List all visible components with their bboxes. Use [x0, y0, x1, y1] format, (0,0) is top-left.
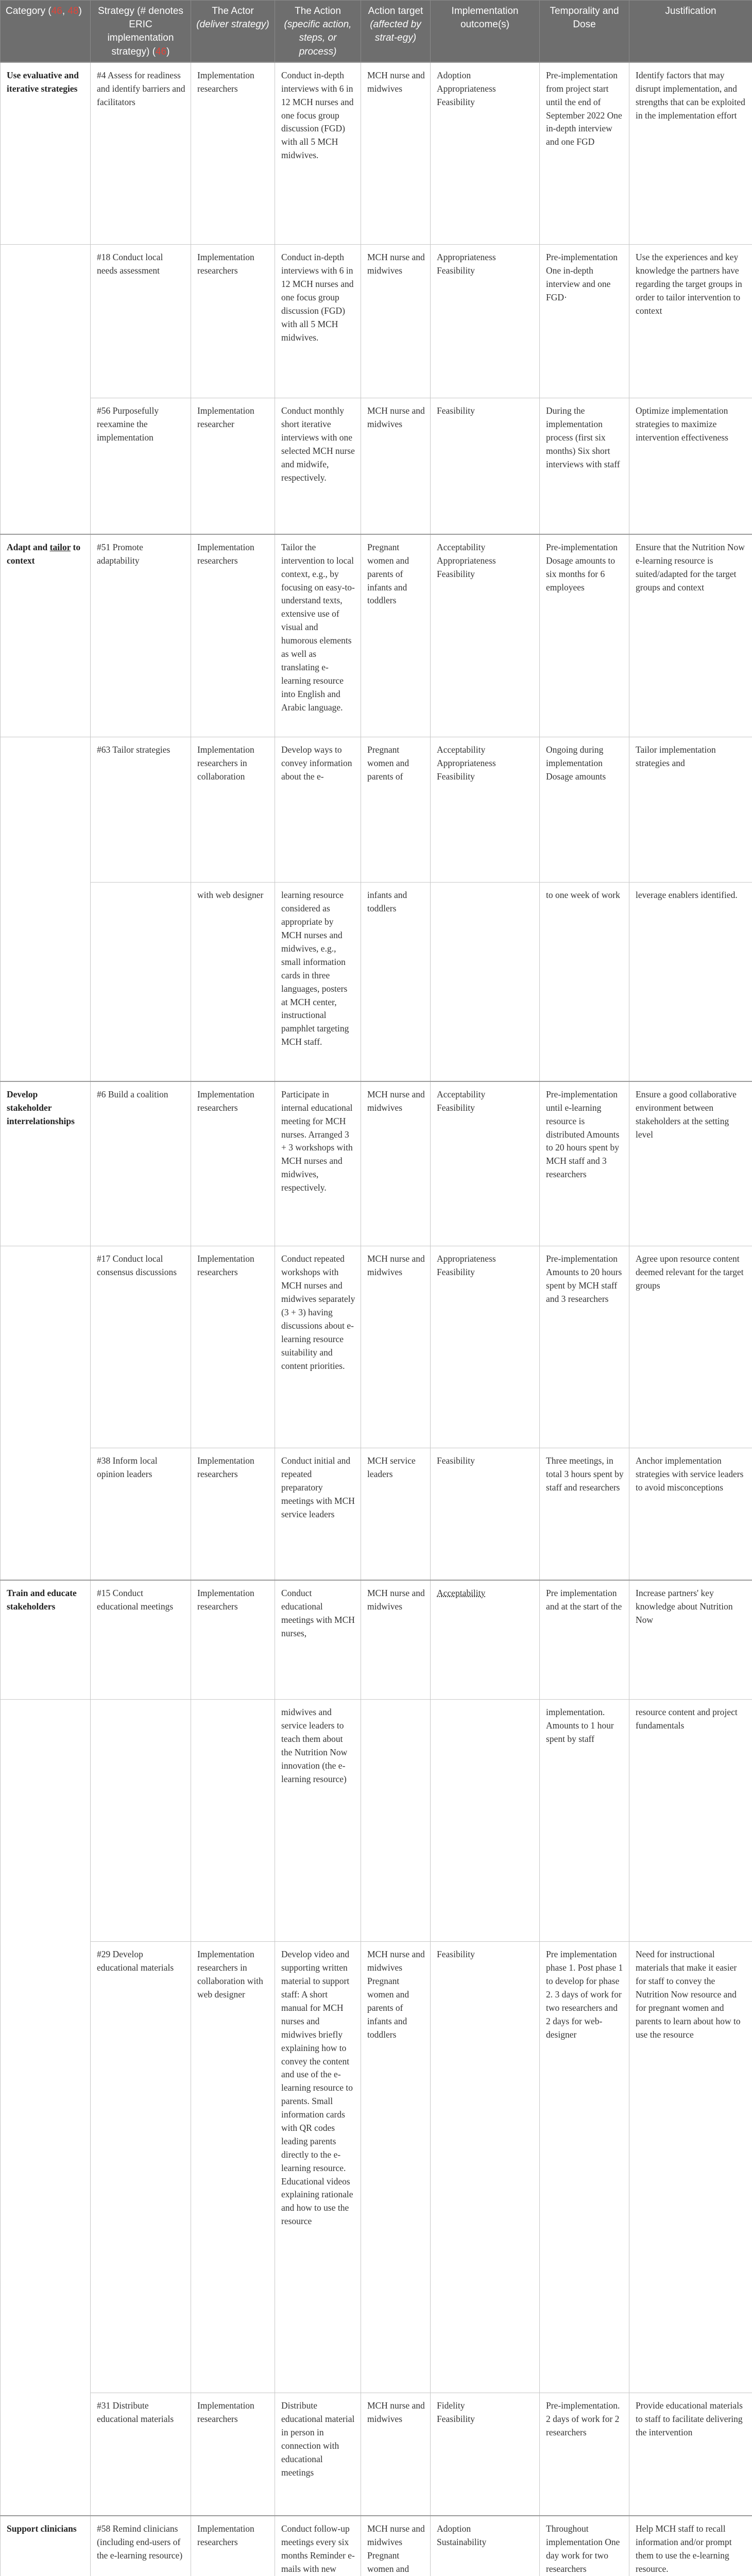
justification-cell: Optimize implementation strategies to maximize intervention effectiveness — [629, 398, 752, 534]
target-cell: infants and toddlers — [361, 883, 431, 1081]
justification-cell: Anchor implementation strategies with service leaders to avoid misconceptions — [629, 1448, 752, 1580]
target-cell — [361, 1700, 431, 1942]
strategy-cell: #51 Promote adaptability — [91, 534, 191, 737]
strategy-cell: #15 Conduct educational meetings — [91, 1580, 191, 1700]
header-temporality-dose: Temporality and Dose — [540, 1, 629, 62]
category-cell: Use evaluative and iterative strategies — [1, 62, 91, 245]
actor-cell: Implementation researchers — [191, 245, 275, 398]
citation-link[interactable]: 48 — [67, 6, 79, 16]
category-cell — [1, 398, 91, 534]
citation-link[interactable]: 46 — [156, 46, 167, 57]
action-cell: Conduct educational meetings with MCH nurses, — [275, 1580, 361, 1700]
table-row — [1, 245, 752, 398]
outcome-cell: Appropriateness Feasibility — [431, 245, 540, 398]
header-category: Category (46, 48) — [1, 1, 91, 62]
target-cell: MCH service leaders — [361, 1448, 431, 1580]
action-cell: Conduct in-depth interviews with 6 in 12 MCH nurses and one focus group discussion (FGD) with all 5 MCH midwives. — [275, 62, 361, 245]
outcome-cell: Acceptability Appropriateness Feasibility — [431, 737, 540, 883]
target-cell: MCH nurse and midwives — [361, 245, 431, 398]
header-actor: The Actor (deliver strategy) — [191, 1, 275, 62]
dose-cell: Three meetings, in total 3 hours spent by staff and researchers — [540, 1448, 629, 1580]
actor-cell — [191, 1700, 275, 1942]
dose-cell: Pre-implementation Amounts to 20 hours spent by MCH staff and 3 researchers — [540, 1246, 629, 1448]
dose-cell: Throughout implementation One day work for two researchers — [540, 2516, 629, 2576]
target-cell: MCH nurse and midwives Pregnant women and parents of infants and toddlers — [361, 1942, 431, 2393]
target-cell: MCH nurse and midwives Pregnant women and — [361, 2516, 431, 2576]
outcome-cell: Fidelity Feasibility — [431, 2393, 540, 2516]
outcome-cell — [431, 1700, 540, 1942]
target-cell: MCH nurse and midwives — [361, 398, 431, 534]
category-cell — [1, 1942, 91, 2393]
header-action: The Action (specific action, steps, or process) — [275, 1, 361, 62]
justification-cell: Ensure a good collaborative environment between stakeholders at the setting level — [629, 1081, 752, 1246]
justification-cell: Ensure that the Nutrition Now e-learning resource is suited/adapted for the target groups and context — [629, 534, 752, 737]
dose-cell: Pre-implementation until e-learning resource is distributed Amounts to 20 hours spent by MCH staff and 3 researchers — [540, 1081, 629, 1246]
justification-cell: Need for instructional materials that make it easier for staff to convey the Nutrition Now resource and for pregnant women and parents to learn about how to use the resource — [629, 1942, 752, 2393]
outcome-cell: Acceptability Appropriateness Feasibility — [431, 534, 540, 737]
dose-cell: During the implementation process (first six months) Six short interviews with staff — [540, 398, 629, 534]
category-cell: Train and educate stakeholders — [1, 1580, 91, 1700]
category-cell: Develop stakeholder interrelationships — [1, 1081, 91, 1246]
dose-cell: Pre implementation and at the start of the — [540, 1580, 629, 1700]
outcome-cell: Adoption Sustainability — [431, 2516, 540, 2576]
actor-cell: Implementation researchers — [191, 62, 275, 245]
action-cell: Conduct monthly short iterative interviews with one selected MCH nurse and midwife, respectively. — [275, 398, 361, 534]
justification-cell: leverage enablers identified. — [629, 883, 752, 1081]
dose-cell: Pre implementation phase 1. Post phase 1 to develop for phase 2. 3 days of work for two researchers and 2 days for web-designer — [540, 1942, 629, 2393]
strategy-cell: #6 Build a coalition — [91, 1081, 191, 1246]
strategy-cell: #56 Purposefully reexamine the implementation — [91, 398, 191, 534]
action-cell: Participate in internal educational meeting for MCH nurses. Arranged 3 + 3 workshops with MCH nurses and midwives, respectively. — [275, 1081, 361, 1246]
table-row — [1, 1580, 752, 1700]
dose-cell: Pre-implementation from project start until the end of September 2022 One in-depth interview and one FGD — [540, 62, 629, 245]
strategy-cell: #38 Inform local opinion leaders — [91, 1448, 191, 1580]
target-cell: MCH nurse and midwives — [361, 2393, 431, 2516]
table-row — [1, 2516, 752, 2576]
actor-cell: with web designer — [191, 883, 275, 1081]
actor-cell: Implementation researchers — [191, 1580, 275, 1700]
target-cell: MCH nurse and midwives — [361, 1081, 431, 1246]
header-action-target: Action target (affected by strat-egy) — [361, 1, 431, 62]
actor-cell: Implementation researchers in collaboration with web designer — [191, 1942, 275, 2393]
actor-cell: Implementation researchers — [191, 2516, 275, 2576]
table-row — [1, 737, 752, 883]
category-cell — [1, 737, 91, 883]
table-row — [1, 1448, 752, 1580]
target-cell: Pregnant women and parents of infants and toddlers — [361, 534, 431, 737]
actor-cell: Implementation researchers — [191, 1246, 275, 1448]
action-cell: Distribute educational material in person in connection with educational meetings — [275, 2393, 361, 2516]
dose-cell: implementation. Amounts to 1 hour spent by staff — [540, 1700, 629, 1942]
strategy-cell: #4 Assess for readiness and identify barriers and facilitators — [91, 62, 191, 245]
action-cell: Develop video and supporting written material to support staff: A short manual for MCH nurses and midwives briefly explaining how to convey the content and use of the e-learning resource to parents. Small information cards with QR codes leading parents directly to the e-learning resource. Educational videos explaining rationale and how to use the resource — [275, 1942, 361, 2393]
table-row — [1, 1942, 752, 2393]
dose-cell: Pre-implementation. 2 days of work for 2 researchers — [540, 2393, 629, 2516]
citation-link[interactable]: 46 — [51, 6, 62, 16]
justification-cell: Identify factors that may disrupt implementation, and strengths that can be exploited in the implementation effort — [629, 62, 752, 245]
strategy-cell — [91, 1700, 191, 1942]
table-row — [1, 398, 752, 534]
dose-cell: to one week of work — [540, 883, 629, 1081]
strategy-cell: #63 Tailor strategies — [91, 737, 191, 883]
justification-cell: Provide educational materials to staff to facilitate delivering the intervention — [629, 2393, 752, 2516]
category-cell — [1, 1246, 91, 1448]
strategy-cell: #58 Remind clinicians (including end-users of the e-learning resource) — [91, 2516, 191, 2576]
category-cell — [1, 2393, 91, 2516]
action-cell: midwives and service leaders to teach them about the Nutrition Now innovation (the e-learning resource) — [275, 1700, 361, 1942]
category-cell: Adapt and tailor to context — [1, 534, 91, 737]
category-cell — [1, 1448, 91, 1580]
category-cell — [1, 883, 91, 1081]
header-justification: Justification — [629, 1, 752, 62]
strategy-cell — [91, 883, 191, 1081]
outcome-cell: Feasibility — [431, 1942, 540, 2393]
strategy-cell: #29 Develop educational materials — [91, 1942, 191, 2393]
table-row — [1, 534, 752, 737]
dose-cell: Ongoing during implementation Dosage amounts — [540, 737, 629, 883]
table-row — [1, 883, 752, 1081]
outcome-cell: Appropriateness Feasibility — [431, 1246, 540, 1448]
justification-cell: Help MCH staff to recall information and/or prompt them to use the e-learning resource. — [629, 2516, 752, 2576]
category-cell: Support clinicians — [1, 2516, 91, 2576]
action-cell: Develop ways to convey information about the e- — [275, 737, 361, 883]
table-row — [1, 1081, 752, 1246]
outcome-cell — [431, 883, 540, 1081]
justification-cell: Use the experiences and key knowledge the partners have regarding the target groups in order to tailor intervention to context — [629, 245, 752, 398]
target-cell: MCH nurse and midwives — [361, 1246, 431, 1448]
strategy-cell: #31 Distribute educational materials — [91, 2393, 191, 2516]
outcome-cell: Feasibility — [431, 398, 540, 534]
justification-cell: Tailor implementation strategies and — [629, 737, 752, 883]
justification-cell: Agree upon resource content deemed relevant for the target groups — [629, 1246, 752, 1448]
outcome-cell: Acceptability — [431, 1580, 540, 1700]
actor-cell: Implementation researcher — [191, 398, 275, 534]
actor-cell: Implementation researchers — [191, 1448, 275, 1580]
action-cell: Conduct in-depth interviews with 6 in 12 MCH nurses and one focus group discussion (FGD) with all 5 MCH midwives. — [275, 245, 361, 398]
outcome-cell: Feasibility — [431, 1448, 540, 1580]
actor-cell: Implementation researchers — [191, 534, 275, 737]
actor-cell: Implementation researchers in collaboration — [191, 737, 275, 883]
header-strategy: Strategy (# denotes ERIC implementation strategy) (46) — [91, 1, 191, 62]
target-cell: MCH nurse and midwives — [361, 1580, 431, 1700]
actor-cell: Implementation researchers — [191, 1081, 275, 1246]
action-cell: Conduct repeated workshops with MCH nurses and midwives separately (3 + 3) having discussions about e-learning resource suitability and content priorities. — [275, 1246, 361, 1448]
actor-cell: Implementation researchers — [191, 2393, 275, 2516]
table-row — [1, 1700, 752, 1942]
target-cell: Pregnant women and parents of — [361, 737, 431, 883]
action-cell: Conduct follow-up meetings every six months Reminder e-mails with new — [275, 2516, 361, 2576]
justification-cell: Increase partners' key knowledge about Nutrition Now — [629, 1580, 752, 1700]
action-cell: learning resource considered as appropriate by MCH nurses and midwives, e.g., small information cards in three languages, posters at MCH center, instructional pamphlet targeting MCH staff. — [275, 883, 361, 1081]
strategy-cell: #17 Conduct local consensus discussions — [91, 1246, 191, 1448]
justification-cell: resource content and project fundamentals — [629, 1700, 752, 1942]
category-cell — [1, 245, 91, 398]
outcome-cell: Acceptability Feasibility — [431, 1081, 540, 1246]
dose-cell: Pre-implementation One in-depth interview and one FGD· — [540, 245, 629, 398]
table-header-row — [1, 1, 752, 62]
strategy-cell: #18 Conduct local needs assessment — [91, 245, 191, 398]
outcome-cell: Adoption Appropriateness Feasibility — [431, 62, 540, 245]
target-cell: MCH nurse and midwives — [361, 62, 431, 245]
table-row — [1, 2393, 752, 2516]
action-cell: Tailor the intervention to local context, e.g., by focusing on easy-to-understand texts, extensive use of visual and humorous elements as well as translating e-learning resource into English and Arabic language. — [275, 534, 361, 737]
dose-cell: Pre-implementation Dosage amounts to six months for 6 employees — [540, 534, 629, 737]
table-row — [1, 1246, 752, 1448]
action-cell: Conduct initial and repeated preparatory meetings with MCH service leaders — [275, 1448, 361, 1580]
category-cell — [1, 1700, 91, 1942]
table-row — [1, 62, 752, 245]
header-implementation-outcomes: Implementation outcome(s) — [431, 1, 540, 62]
